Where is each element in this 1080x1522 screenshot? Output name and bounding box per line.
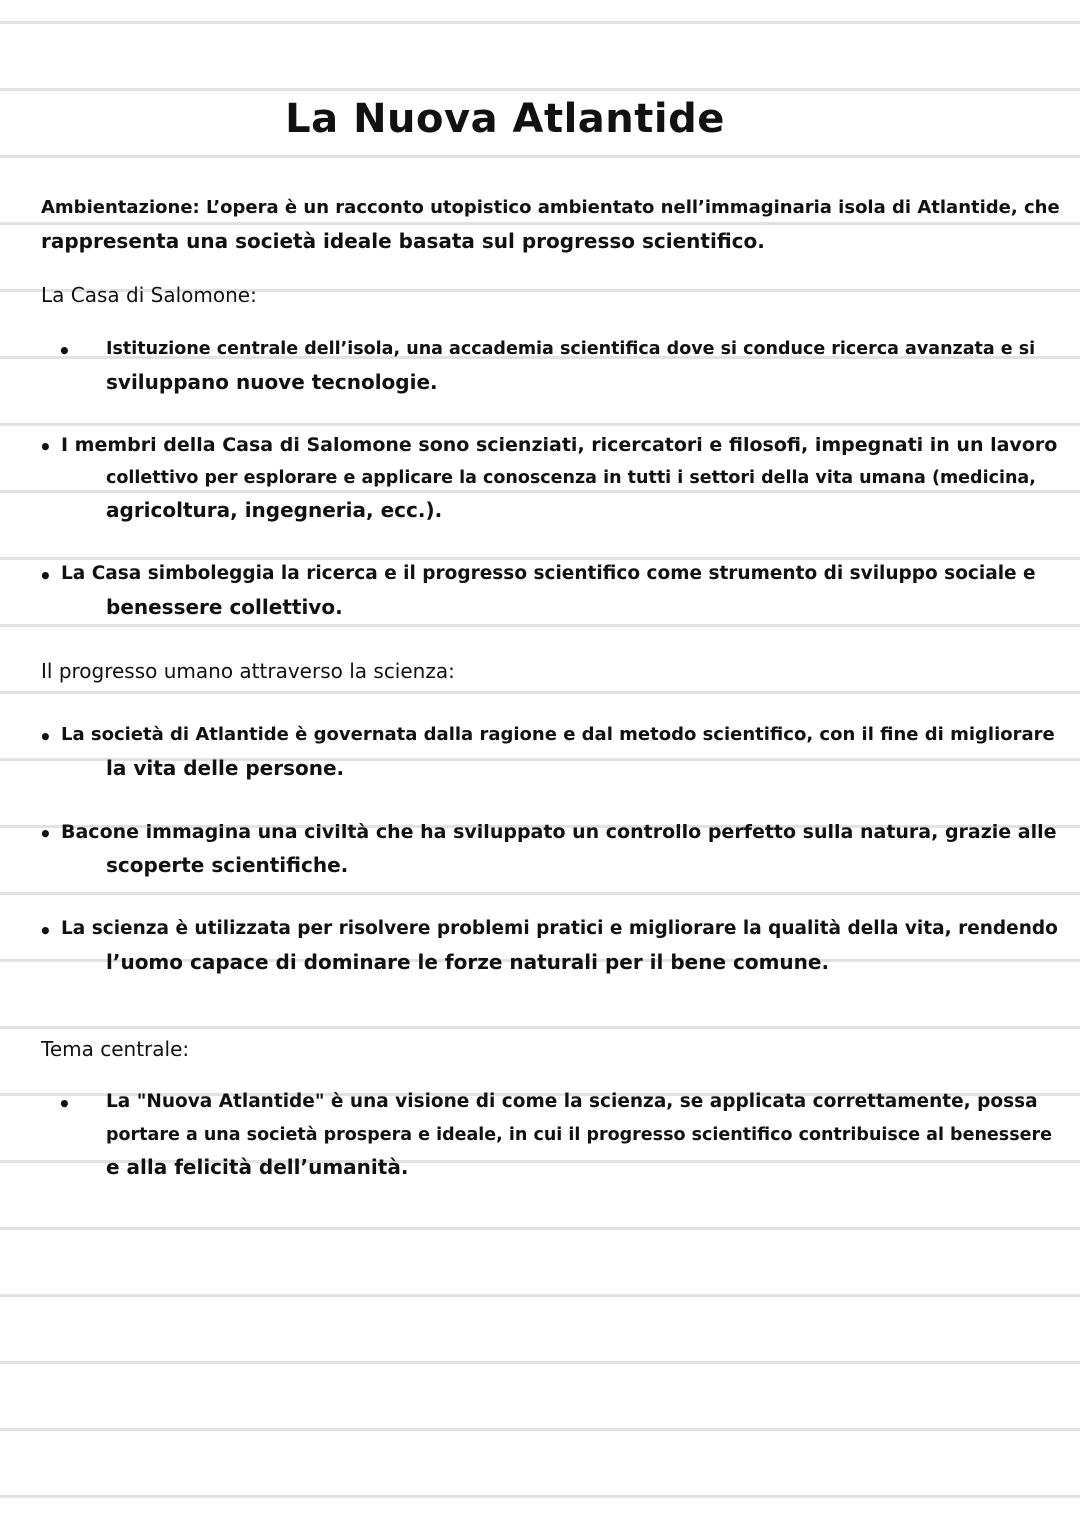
bullet-marker: • [39, 822, 52, 846]
bullet-marker: • [58, 339, 71, 363]
ambientazione-line-1: Ambientazione: L’opera è un racconto utopistico ambientato nell’immaginaria isola di Atlantide, che [41, 197, 1060, 218]
ruled-line [0, 88, 1080, 91]
bullet-marker: • [58, 1092, 71, 1116]
section-heading-progresso: Il progresso umano attraverso la scienza: [41, 659, 455, 683]
list-item-line: La Casa simboleggia la ricerca e il progresso scientifico come strumento di sviluppo sociale e [61, 563, 1036, 584]
list-item-line: scoperte scientifiche. [106, 853, 349, 877]
section-heading-casa: La Casa di Salomone: [41, 283, 257, 307]
list-item-line: e alla felicità dell’umanità. [106, 1155, 409, 1179]
ruled-line [0, 1428, 1080, 1431]
page-title: La Nuova Atlantide [285, 96, 725, 142]
bullet-marker: • [39, 919, 52, 943]
list-item-line: portare a una società prospera e ideale, in cui il progresso scientifico contribuisce al benessere [106, 1125, 1052, 1145]
ruled-line [0, 1495, 1080, 1498]
ruled-line [0, 21, 1080, 24]
ruled-line [0, 892, 1080, 895]
ruled-line [0, 1227, 1080, 1230]
list-item-line: benessere collettivo. [106, 595, 343, 619]
bullet-marker: • [39, 725, 52, 749]
list-item-line: Bacone immagina una civiltà che ha sviluppato un controllo perfetto sulla natura, grazie alle [61, 821, 1057, 843]
list-item-line: Istituzione centrale dell’isola, una accademia scientifica dove si conduce ricerca avanzata e si [106, 339, 1036, 359]
list-item-line: sviluppano nuove tecnologie. [106, 370, 438, 394]
ruled-line [0, 155, 1080, 158]
section-heading-tema: Tema centrale: [41, 1037, 190, 1061]
list-item-line: agricoltura, ingegneria, ecc.). [106, 498, 443, 522]
ruled-line [0, 1361, 1080, 1364]
ruled-line [0, 1294, 1080, 1297]
ambientazione-line-2: rappresenta una società ideale basata sul progresso scientifico. [41, 229, 765, 253]
bullet-marker: • [39, 564, 52, 588]
bullet-marker: • [39, 435, 52, 459]
list-item-line: la vita delle persone. [106, 756, 345, 780]
ruled-line [0, 423, 1080, 426]
ruled-line [0, 1026, 1080, 1029]
list-item-line: La scienza è utilizzata per risolvere problemi pratici e migliorare la qualità della vita, rendendo [61, 918, 1058, 939]
list-item-line: I membri della Casa di Salomone sono scienziati, ricercatori e filosofi, impegnati in un lavoro [61, 434, 1058, 456]
list-item-line: l’uomo capace di dominare le forze naturali per il bene comune. [106, 950, 830, 974]
list-item-line: collettivo per esplorare e applicare la conoscenza in tutti i settori della vita umana (medicina, [106, 468, 1036, 488]
ruled-line [0, 691, 1080, 694]
list-item-line: La "Nuova Atlantide" è una visione di come la scienza, se applicata correttamente, possa [106, 1091, 1038, 1112]
list-item-line: La società di Atlantide è governata dalla ragione e dal metodo scientifico, con il fine di migliorare [61, 724, 1055, 745]
ruled-line [0, 624, 1080, 627]
